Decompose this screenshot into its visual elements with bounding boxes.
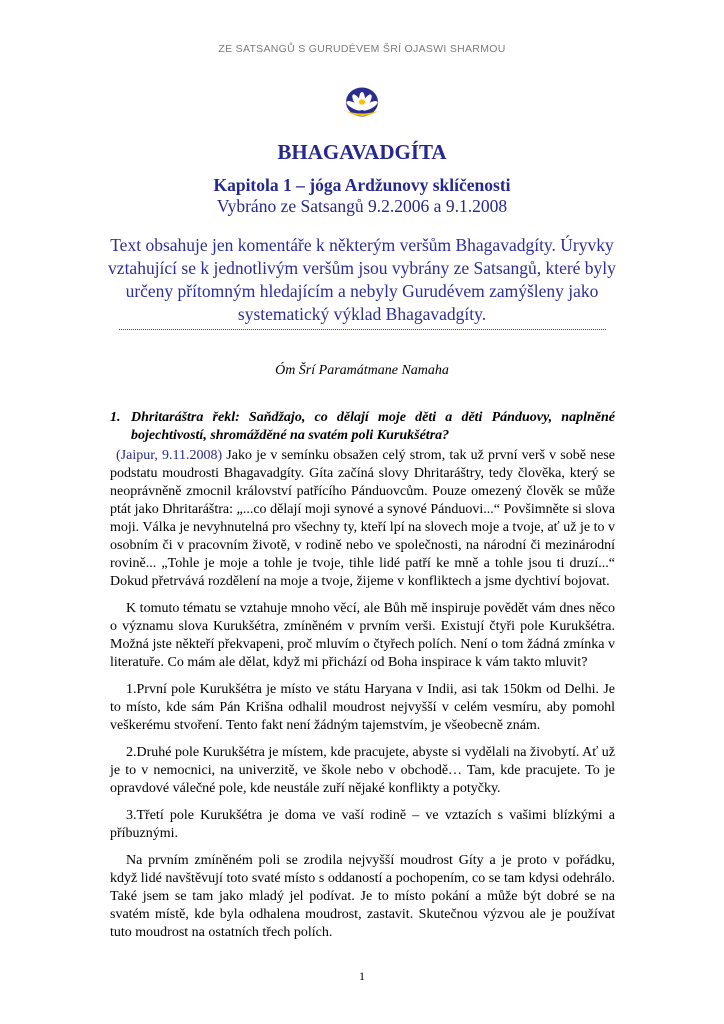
intro-note: Text obsahuje jen komentáře k některým veršům Bhagavadgíty. Úryvky vztahující se k jednotlivým veršům jsou vybrány ze Satsangů, které byly určeny přítomným hledajícím a nebyly Gurudévem zamýšleny jako systematický výklad Bhagavadgíty. (108, 235, 616, 324)
chapter-title: Kapitola 1 – jóga Ardžunovy sklíčenosti (213, 175, 511, 195)
commentary-body (110, 447, 615, 951)
paragraph-text: Jako je v semínku obsažen celý strom, tak už první verš v sobě nese podstatu moudrosti Bhagavadgíty. Gíta začíná slovy Dhritaráštry, tedy člověka, který se neoprávněně zmocnil království patřícího Pánduovcům. Pouze omezený člověk se může ptát jako Dhritaráštra: „...co dělají moji synové a synové Pánduovi...“ Povšimněte si slova moji. Válka je nevyhnutelná pro všechny ty, kteří lpí na slovech moje a tvoje, ať už je to v osobním či v pracovním životě, v rodině nebo ve společnosti, na národní či mezinárodní rovině... „Tohle je moje a tohle je tvoje, tihle lidé patří ke mně a tohle jsou ti druzí...“ Dokud přetrvává rozdělení na moje a tvoje, žijeme v konfliktech a jsme dychtiví bojovat. (110, 448, 615, 589)
page-number: 1 (359, 969, 365, 983)
verse-heading (110, 409, 615, 445)
verse-number: 1. (110, 410, 121, 425)
paragraph: 1.První pole Kurukšétra je místo ve státu Haryana v Indii, asi tak 150km od Delhi. Je to místo, kde sám Pán Krišna odhalil moudrost nejvyšší v celém vesmíru, aby pomohl veškerému stvoření. Tento fakt není žádným tajemstvím, je všeobecně znám. (110, 682, 615, 733)
paragraph: 3.Třetí pole Kurukšétra je doma ve vaší rodině – ve vztazích s vašimi blízkými a příbuznými. (110, 808, 615, 841)
mantra: Óm Šrí Paramátmane Namaha (275, 363, 449, 378)
verse-text: Dhritaráštra řekl: Saňdžajo, co dělají moje děti a děti Pánduovy, naplněné bojechtivostí, shromážděné na svatém poli Kurukšétra? (131, 410, 615, 443)
paragraph: 2.Druhé pole Kurukšétra je místem, kde pracujete, abyste si vydělali na živobytí. Ať už je to v nemocnici, na univerzitě, ve škole nebo v obchodě… Tam, kde pracujete. To je opravdové válečné pole, kde neustále zuří nějaké konflikty a potyčky. (110, 745, 615, 796)
source-reference: (Jaipur, 9.11.2008) (116, 448, 223, 463)
paragraph: Na prvním zmíněném poli se zrodila nejvyšší moudrost Gíty a je proto v pořádku, když lidé navštěvují toto svaté místo s oddaností a pochopením, co se tam kdysi odehrálo. Také jsem se tam jako mladý jel podívat. Je to místo pokání a může být dobré se na svatém místě, kde byla odhalena moudrost, zastavit. Skutečnou výzvou ale je používat tuto moudrost na ostatních třech polích. (110, 853, 615, 940)
paragraph: K tomuto tématu se vztahuje mnoho věcí, ale Bůh mě inspiruje povědět vám dnes něco o významu slova Kurukšétra, zmíněném v prvním verši. Existují čtyři pole Kurukšétra. Možná jste někteří překvapeni, proč mluvím o čtyřech polích. Není o tom žádná zmínka v literatuře. Co mám ale dělat, když mi přichází od Boha inspirace k vám takto mluvit? (110, 601, 615, 670)
document-title: BHAGAVADGÍTA (277, 140, 447, 164)
lotus-icon (340, 81, 384, 119)
paragraph (110, 447, 615, 591)
dotted-divider (119, 329, 606, 330)
chapter-source: Vybráno ze Satsangů 9.2.2006 a 9.1.2008 (216, 196, 508, 216)
running-header: ZE SATSANGŮ S GURUDÉVEM ŠRÍ OJASWI SHARMOU (218, 43, 506, 55)
